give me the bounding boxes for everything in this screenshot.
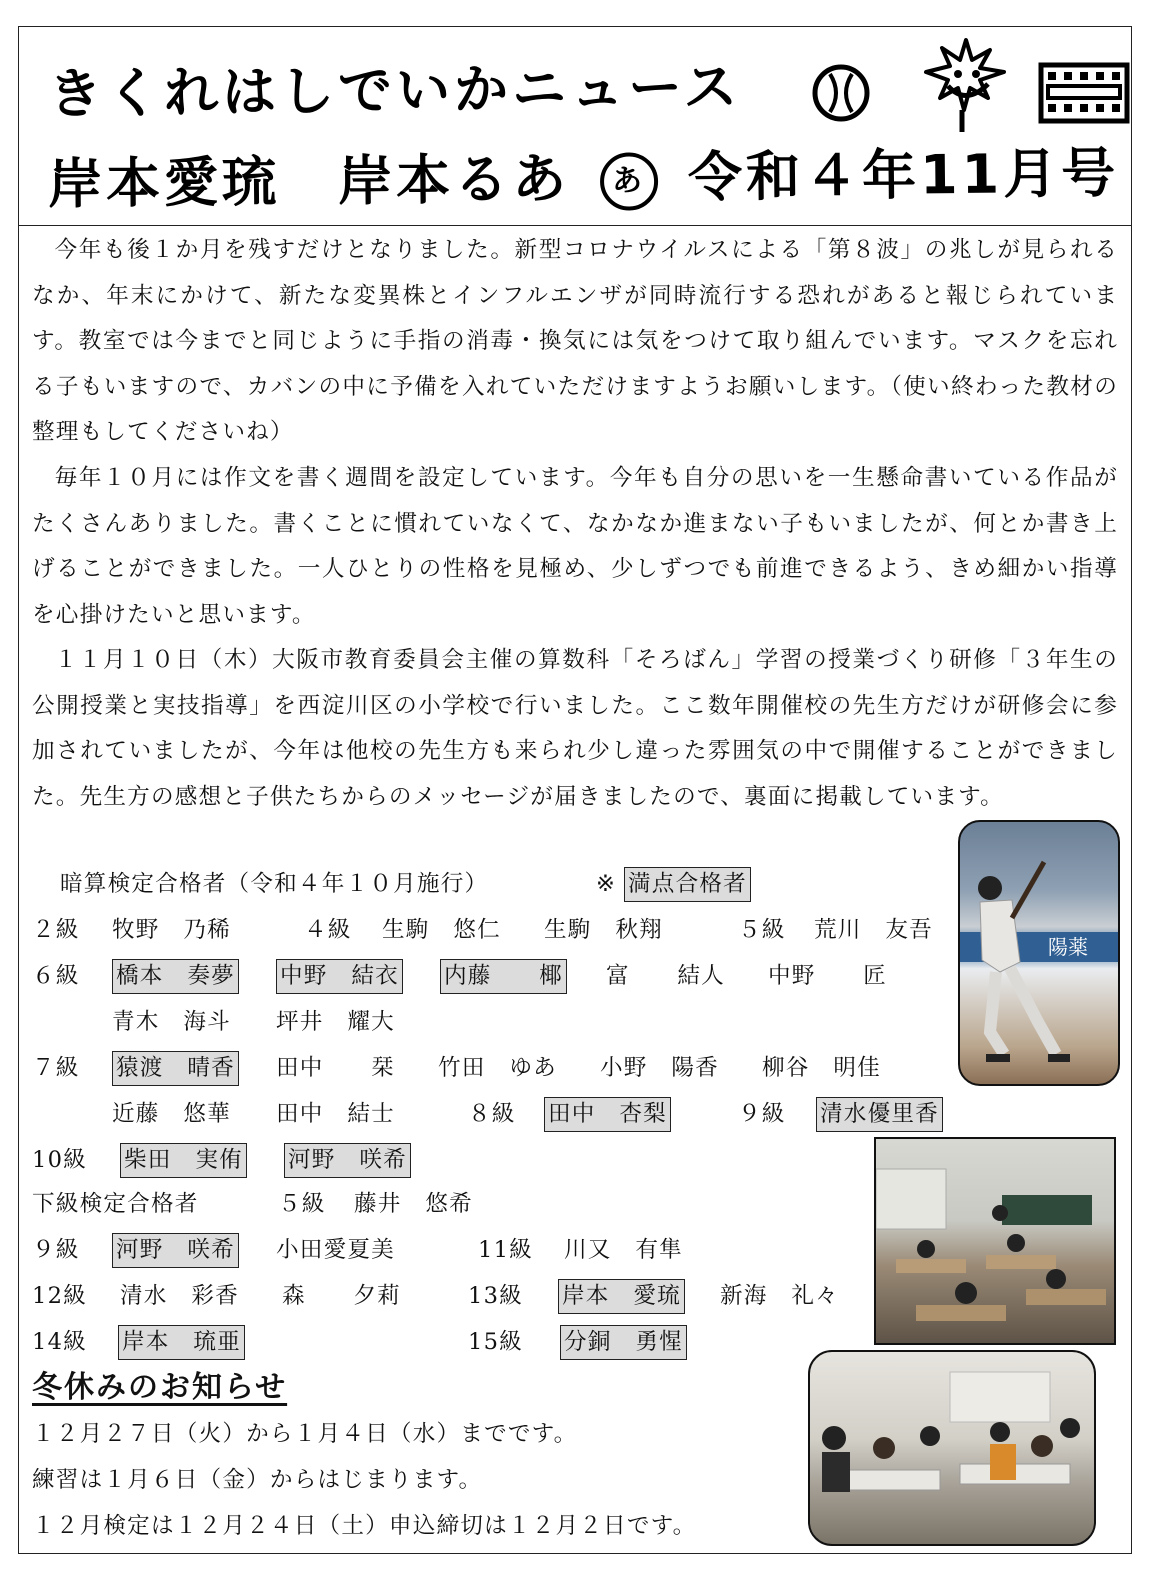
grade-label: 13級 (468, 1283, 523, 1309)
student-name: 柳谷 明佳 (762, 1055, 881, 1081)
student-name: 生駒 秋翔 (544, 917, 663, 943)
notice-line: 練習は１月６日（金）からはじまります。 (32, 1467, 483, 1493)
grade-label: ６級 (32, 963, 80, 989)
paragraph-training: １１月１０日（木）大阪市教育委員会主催の算数科「そろばん」学習の授業づくり研修「３年生の公開授業と実技指導」を西淀川区の小学校で行いました。ここ数年開催校の先生方だけが研修会に参加されていましたが、今年は他校の先生方も来られ少し違った雰囲気の中で開催することができました。先生方の感想と子供たちからのメッセージが届きましたので、裏面に掲載しています。 (32, 647, 1118, 810)
student-name: 小野 陽香 (600, 1055, 719, 1081)
issue-date: 令和４年11月号 (687, 141, 1120, 209)
student-name: 田中 杏梨 (544, 1097, 671, 1132)
grade-label: 12級 (32, 1283, 87, 1309)
grade-label: ９級 (738, 1101, 786, 1127)
grade-label: ５級 (738, 917, 786, 943)
student-name: 柴田 実侑 (120, 1143, 247, 1178)
student-name: 荒川 友吾 (814, 917, 933, 943)
grade-label: 14級 (32, 1329, 87, 1355)
student-name: 河野 咲希 (284, 1143, 411, 1178)
classroom-photo-2 (808, 1350, 1096, 1546)
newsletter-header (18, 26, 1132, 226)
student-name: 青木 海斗 (112, 1009, 231, 1035)
student-name: 坪井 耀大 (276, 1009, 395, 1035)
grade-label: 11級 (478, 1237, 533, 1263)
student-name: 富 結人 (606, 963, 725, 989)
paragraph-essay: 毎年１０月には作文を書く週間を設定しています。今年も自分の思いを一生懸命書いている作品がたくさんありました。書くことに慣れていなくて、なかなか進まない子もいましたが、何とか書き上げることができました。一人ひとりの性格を見極め、少しずつでも前進できるよう、きめ細かい指導を心掛けたいと思います。 (32, 465, 1118, 628)
winter-notice-title: 冬休みのお知らせ (32, 1370, 288, 1405)
student-name: 生駒 悠仁 (382, 917, 501, 943)
grade-label: ８級 (468, 1101, 516, 1127)
classroom-photo-1 (874, 1137, 1116, 1345)
notice-line: １２月検定は１２月２４日（土）申込締切は１２月２日です。 (32, 1513, 697, 1539)
grade-label: ９級 (32, 1237, 80, 1263)
student-name: 岸本 愛琉 (558, 1279, 685, 1314)
baseball-photo (958, 820, 1120, 1086)
perfect-score-mark: ※ (596, 871, 617, 897)
classroom-scene-1 (876, 1139, 1114, 1343)
student-name: 近藤 悠華 (112, 1101, 231, 1127)
character-doodle-icon (918, 36, 1014, 136)
hiragana-badge: あ (600, 153, 659, 212)
student-name: 藤井 悠希 (354, 1191, 473, 1217)
student-name: 牧野 乃稀 (112, 917, 231, 943)
student-name: 中野 結衣 (276, 959, 403, 994)
paragraph-covid: 今年も後１か月を残すだけとなりました。新型コロナウイルスによる「第８波」の兆しが見られるなか、年末にかけて、新たな変異株とインフルエンザが同時流行する恐れがあると報じられています。教室では今までと同じように手指の消毒・換気には気をつけて取り組んでいます。マスクを忘れる子もいますので、カバンの中に予備を入れていただけますようお願いします。（使い終わった教材の整理もしてくださいね） (32, 237, 1118, 445)
perfect-score-label: 満点合格者 (624, 867, 751, 902)
header-subline (48, 130, 1120, 218)
film-strip-icon (1038, 62, 1130, 124)
student-name: 森 夕莉 (282, 1283, 401, 1309)
grade-label: 15級 (468, 1329, 523, 1355)
student-name: 川又 有隼 (564, 1237, 683, 1263)
student-name: 岸本 琉亜 (118, 1325, 245, 1360)
student-name: 清水優里香 (816, 1097, 943, 1132)
student-name: 田中 結士 (276, 1101, 395, 1127)
student-name: 田中 栞 (276, 1055, 395, 1081)
author-names: 岸本愛琉 岸本るあ (47, 147, 571, 216)
anzan-heading: 暗算検定合格者（令和４年１０月施行） (60, 871, 489, 897)
student-name: 猿渡 晴香 (112, 1051, 239, 1086)
grade-label: ５級 (278, 1191, 326, 1217)
student-name: 清水 彩香 (120, 1283, 239, 1309)
stadium-sign: 陽薬 (1048, 935, 1088, 959)
baseball-icon (808, 60, 874, 126)
student-name: 内藤 椰 (440, 959, 567, 994)
student-name: 小田愛夏美 (276, 1237, 395, 1263)
grade-label: 10級 (32, 1147, 87, 1173)
student-name: 中野 匠 (768, 963, 887, 989)
grade-label: ４級 (304, 917, 352, 943)
student-name: 竹田 ゆあ (438, 1055, 557, 1081)
batter-figure (960, 822, 1118, 1084)
grade-label: ２級 (32, 917, 80, 943)
student-name: 下級検定合格者 (32, 1191, 199, 1217)
student-name: 分銅 勇惺 (560, 1325, 687, 1360)
classroom-scene-2 (810, 1352, 1094, 1544)
student-name: 河野 咲希 (112, 1233, 239, 1268)
student-name: 新海 礼々 (720, 1283, 839, 1309)
grade-label: ７級 (32, 1055, 80, 1081)
student-name: 橋本 奏夢 (112, 959, 239, 994)
notice-line: １２月２７日（火）から１月４日（水）までです。 (32, 1421, 578, 1447)
newsletter-title: きくれはしでいかニュース (47, 55, 742, 126)
